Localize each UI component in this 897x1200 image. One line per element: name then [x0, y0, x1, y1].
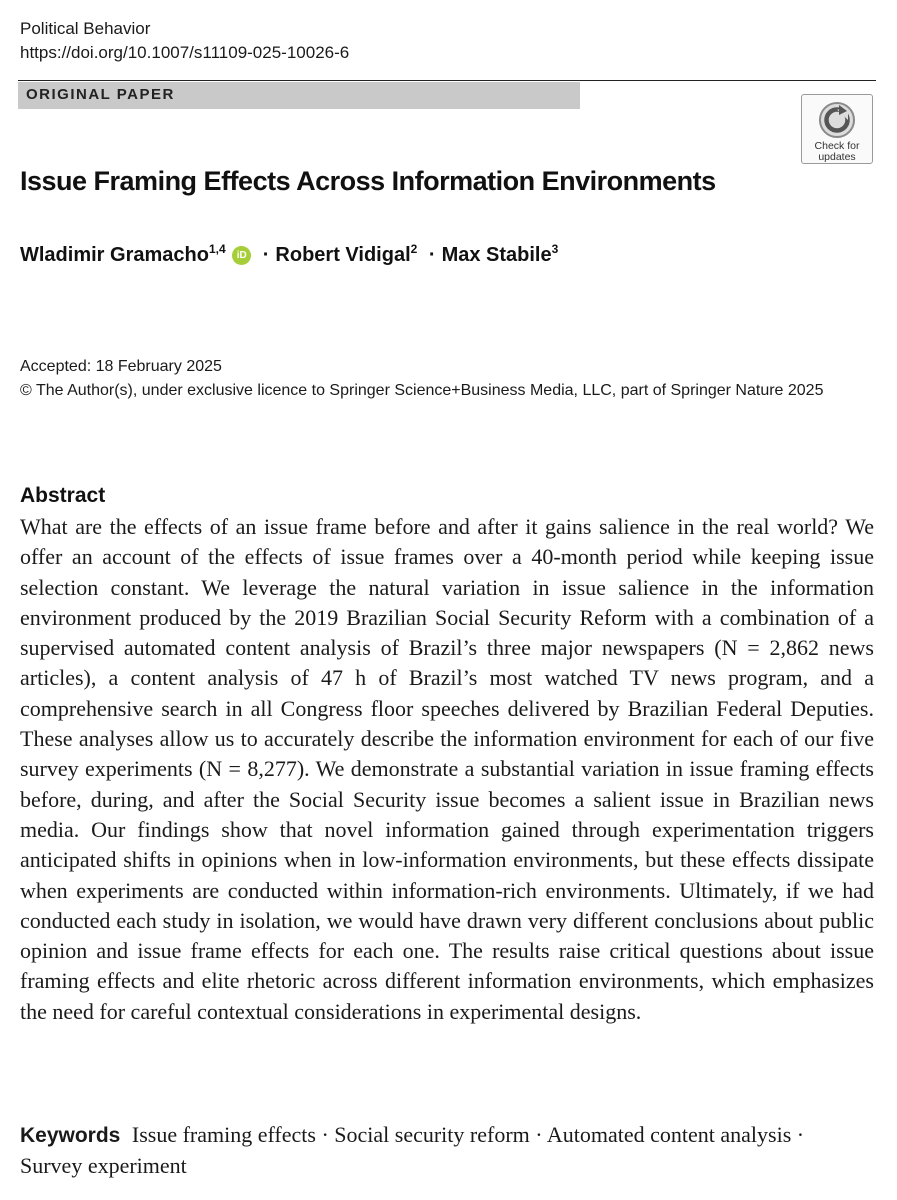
abstract-text: What are the effects of an issue frame before and after it gains salience in the real world? We offer an account of the effects of issue frames over a 40-month period while keeping issue selection constant. We leverage the natural variation in issue salience in the information environment produced by the 2019 Brazilian Social Security Reform with a combination of a supervised automated content analysis of Brazil’s three major newspapers (N = 2,862 news articles), a content analysis of 47 h of Brazil’s most watched TV news program, and a comprehensive search in all Congress floor speeches delivered by Brazilian Federal Deputies. These analyses allow us to accurately describe the information environment for each of our five survey experiments (N = 8,277). We demonstrate a substantial variation in issue framing effects before, during, and after the Social Security issue becomes a salient issue in Brazilian news media. Our findings show that novel information gained through experimentation triggers anticipated shifts in opinions when in low-information environments, but these effects dissipate when experiments are conducted within information-rich environments. Ultimately, if we had conducted each study in isolation, we would have drawn very different conclusions about public opinion and issue frame effects for each one. The results raise critical questions about issue framing effects and elite rhetoric across different information environments, which emphasizes the need for careful contextual considerations in experimental designs. [20, 514, 874, 1024]
check-updates-line-2: updates [818, 151, 856, 163]
abstract-heading: Abstract [20, 484, 106, 507]
keywords-label: Keywords [20, 1124, 121, 1147]
author-separator: · [262, 244, 270, 266]
author-list [20, 241, 558, 269]
paper-title: Issue Framing Effects Across Information Environments [20, 166, 716, 196]
check-updates-icon [817, 100, 857, 140]
copyright-notice: © The Author(s), under exclusive licence to Springer Science+Business Media, LLC, part of Springer Nature 2025 [20, 382, 824, 399]
author-separator: · [428, 244, 436, 266]
author-affiliation: 1,4 [208, 242, 226, 256]
author-name[interactable]: Robert Vidigal [275, 244, 411, 266]
keywords-section [20, 1120, 840, 1181]
author-name[interactable]: Wladimir Gramacho [20, 244, 209, 266]
author-affiliation: 2 [410, 242, 418, 256]
header-divider [18, 80, 876, 81]
article-type-bar [18, 82, 580, 109]
accepted-date: Accepted: 18 February 2025 [20, 358, 222, 375]
article-type-label: ORIGINAL PAPER [26, 86, 175, 103]
keywords-list: Issue framing effects · Social security reform · Automated content analysis · Survey experiment [20, 1122, 805, 1178]
journal-name: Political Behavior [20, 19, 151, 38]
check-updates-text [802, 141, 872, 163]
orcid-icon[interactable]: iD [232, 246, 251, 265]
check-updates-line-1: Check for [814, 140, 860, 152]
check-for-updates-badge[interactable] [801, 94, 873, 164]
author-name[interactable]: Max Stabile [441, 244, 552, 266]
doi-link[interactable]: https://doi.org/10.1007/s11109-025-10026-6 [20, 43, 350, 62]
author-affiliation: 3 [551, 242, 559, 256]
